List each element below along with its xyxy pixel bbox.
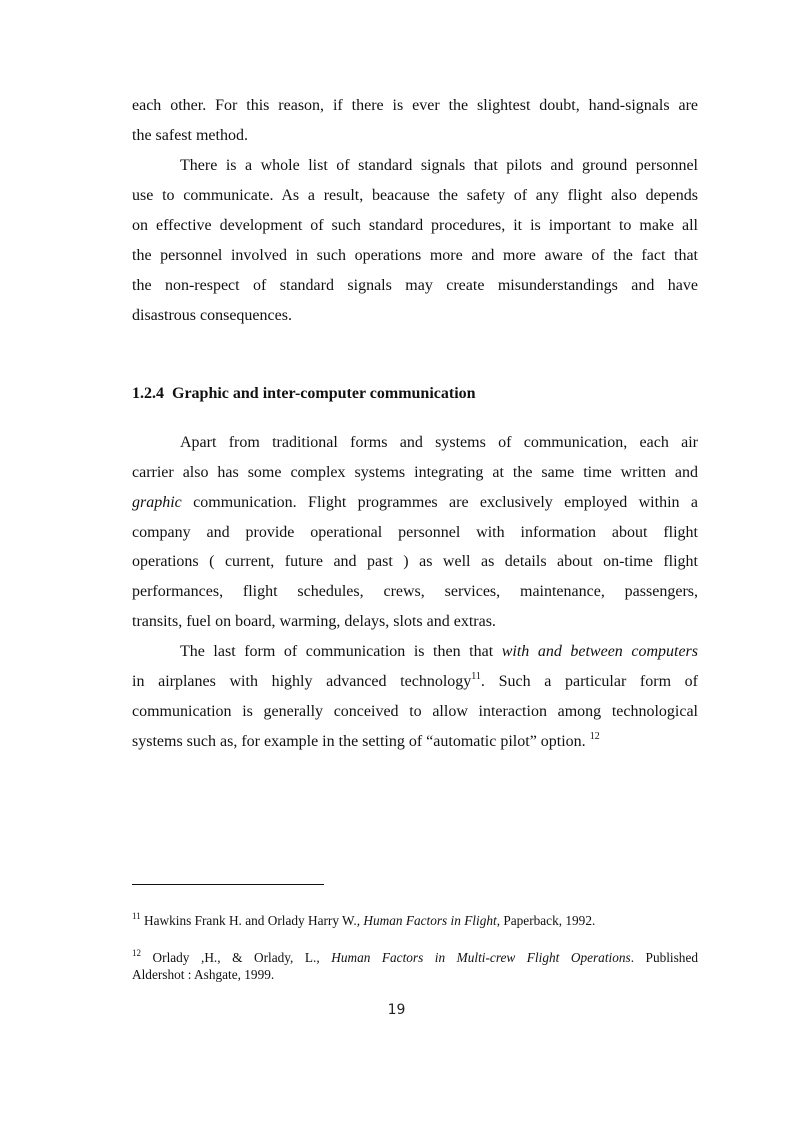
body-text-line: each other. For this reason, if there is ever the slightest doubt, hand-signals are <box>132 97 698 114</box>
footnote-number: 12 <box>132 948 141 958</box>
body-text-line: transits, fuel on board, warming, delays, slots and extras. <box>132 613 496 630</box>
footnote-11 <box>132 912 698 929</box>
footnote-text: , Paperback, 1992. <box>496 913 596 928</box>
footnote-title: Human Factors in Multi-crew Flight Operations <box>331 950 631 965</box>
section-number: 1.2.4 <box>132 385 164 402</box>
body-text-line: the non-respect of standard signals may create misunderstandings and have <box>132 277 698 294</box>
footnote-12-line2: Aldershot : Ashgate, 1999. <box>132 967 275 982</box>
body-text-line: operations ( current, future and past ) as well as details about on-time flight <box>132 553 698 570</box>
body-text-line: performances, flight schedules, crews, services, maintenance, passengers, <box>132 583 698 600</box>
footnote-text: . Published <box>630 950 699 965</box>
body-text-line <box>180 642 698 662</box>
footnote-ref[interactable]: 11 <box>471 671 481 682</box>
body-text-line: the safest method. <box>132 127 248 144</box>
body-text-span: in airplanes with highly advanced technology <box>132 673 472 690</box>
body-text-line: disastrous consequences. <box>132 307 292 324</box>
footnote-title: Human Factors in Flight <box>363 913 497 928</box>
body-text-line: use to communicate. As a result, beacause the safety of any flight also depends <box>132 187 698 204</box>
body-text-line: on effective development of such standard procedures, it is important to make all <box>132 217 698 234</box>
body-text-line <box>132 672 698 692</box>
body-text-span: . Such a particular form of <box>480 673 699 690</box>
page-number: 19 <box>387 1002 406 1018</box>
body-text-span: systems such as, for example in the setting of “automatic pilot” option. <box>132 733 590 750</box>
body-text-line <box>132 493 698 513</box>
footnote-12 <box>132 949 698 966</box>
body-text-span: communication. Flight programmes are exclusively employed within a <box>181 494 698 511</box>
body-text-line: communication is generally conceived to allow interaction among technological <box>132 703 698 720</box>
italic-term: graphic <box>132 494 182 511</box>
italic-term: with and between computers <box>501 643 699 660</box>
body-text-line <box>132 732 698 752</box>
body-text-line: company and provide operational personnel with information about flight <box>132 524 698 541</box>
footnote-ref[interactable]: 12 <box>589 731 600 742</box>
footnote-text: Hawkins Frank H. and Orlady Harry W., <box>140 913 364 928</box>
body-text-line: the personnel involved in such operations more and more aware of the fact that <box>132 247 698 264</box>
footnote-text: Orlady ,H., & Orlady, L., <box>141 950 332 965</box>
body-text-line: There is a whole list of standard signals that pilots and ground personnel <box>180 157 698 174</box>
section-title: Graphic and inter-computer communication <box>172 385 476 402</box>
body-text-line: carrier also has some complex systems integrating at the same time written and <box>132 464 698 481</box>
body-text-line: Apart from traditional forms and systems of communication, each air <box>180 434 698 451</box>
body-text-span: The last form of communication is then that <box>180 643 502 660</box>
section-heading <box>132 384 698 404</box>
footnote-separator <box>132 884 324 885</box>
footnote-number: 11 <box>132 911 141 921</box>
